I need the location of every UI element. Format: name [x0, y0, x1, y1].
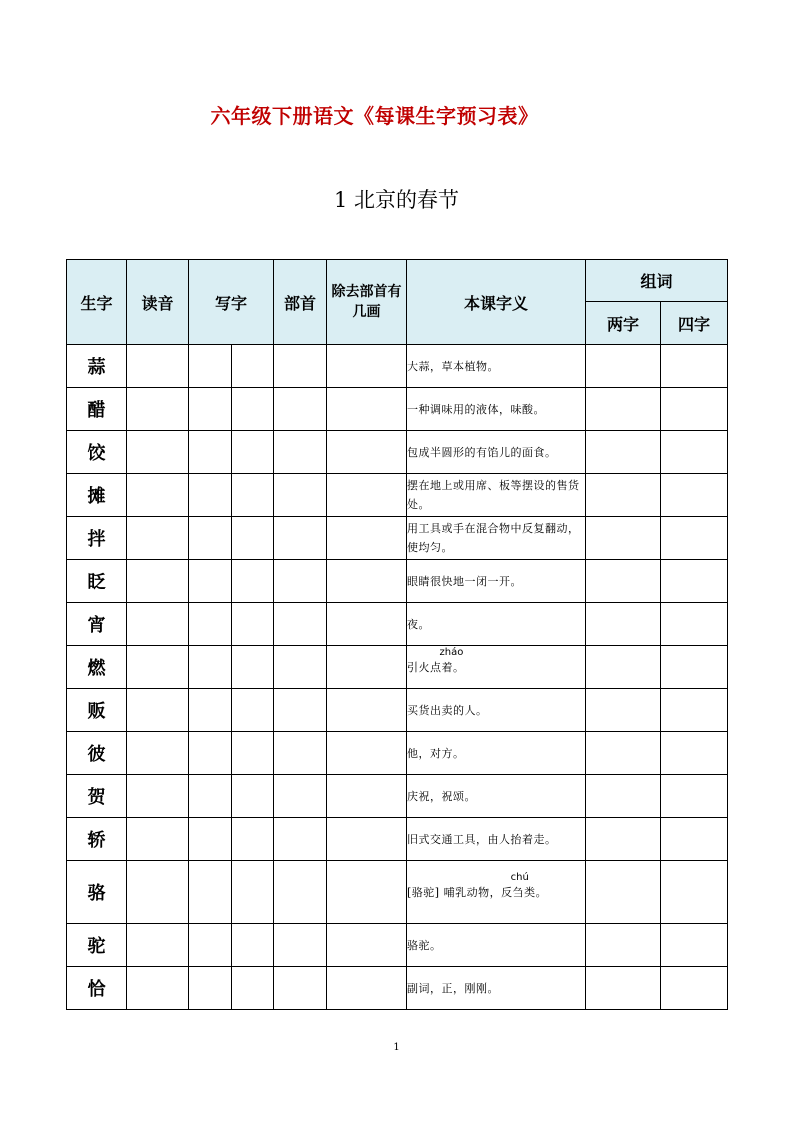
writing-cell-a[interactable] [189, 861, 232, 924]
pronunciation-cell[interactable] [127, 603, 189, 646]
meaning-text: 引火点 [407, 660, 442, 674]
row-char: 骆 [67, 861, 127, 924]
four-char-word-cell[interactable] [661, 474, 728, 517]
two-char-word-cell[interactable] [586, 775, 661, 818]
writing-cell-a[interactable] [189, 431, 232, 474]
row-meaning: 骆驼。 [407, 924, 586, 967]
table-row [67, 474, 728, 517]
strokes-cell[interactable] [327, 967, 407, 1010]
strokes-cell[interactable] [327, 388, 407, 431]
two-char-word-cell[interactable] [586, 560, 661, 603]
two-char-word-cell[interactable] [586, 732, 661, 775]
strokes-cell[interactable] [327, 924, 407, 967]
row-meaning: 夜。 [407, 603, 586, 646]
pinyin-text: zháo [439, 646, 464, 658]
row-meaning: 他，对方。 [407, 732, 586, 775]
two-char-word-cell[interactable] [586, 517, 661, 560]
meaning-text: 。 [453, 660, 465, 674]
table-row [67, 818, 728, 861]
pronunciation-cell[interactable] [127, 646, 189, 689]
table-row [67, 603, 728, 646]
header-writing: 写字 [189, 260, 274, 345]
radical-cell[interactable] [274, 646, 327, 689]
table-row [67, 689, 728, 732]
two-char-word-cell[interactable] [586, 345, 661, 388]
pronunciation-cell[interactable] [127, 924, 189, 967]
ruby-annotation [510, 871, 529, 902]
meaning-text: [骆驼] 哺乳动物，反 [407, 885, 513, 899]
strokes-cell[interactable] [327, 603, 407, 646]
radical-cell[interactable] [274, 603, 327, 646]
radical-cell[interactable] [274, 388, 327, 431]
row-char: 醋 [67, 388, 127, 431]
table-row [67, 517, 728, 560]
table-row [67, 388, 728, 431]
four-char-word-cell[interactable] [661, 517, 728, 560]
strokes-cell[interactable] [327, 431, 407, 474]
header-four-char: 四字 [661, 302, 728, 345]
header-words: 组词 [586, 260, 728, 302]
row-char: 宵 [67, 603, 127, 646]
writing-cell-b[interactable] [232, 345, 274, 388]
pronunciation-cell[interactable] [127, 775, 189, 818]
strokes-cell[interactable] [327, 560, 407, 603]
table-row [67, 861, 728, 924]
two-char-word-cell[interactable] [586, 646, 661, 689]
row-char: 燃 [67, 646, 127, 689]
two-char-word-cell[interactable] [586, 474, 661, 517]
row-meaning: 包成半圆形的有馅儿的面食。 [407, 431, 586, 474]
radical-cell[interactable] [274, 967, 327, 1010]
row-meaning: 买货出卖的人。 [407, 689, 586, 732]
four-char-word-cell[interactable] [661, 689, 728, 732]
vocabulary-table [66, 259, 728, 1010]
writing-cell-b[interactable] [232, 689, 274, 732]
row-char: 驼 [67, 924, 127, 967]
four-char-word-cell[interactable] [661, 431, 728, 474]
row-meaning: 副词，正，刚刚。 [407, 967, 586, 1010]
table-row [67, 646, 728, 689]
writing-cell-b[interactable] [232, 775, 274, 818]
four-char-word-cell[interactable] [661, 345, 728, 388]
writing-cell-b[interactable] [232, 474, 274, 517]
writing-cell-b[interactable] [232, 818, 274, 861]
radical-cell[interactable] [274, 474, 327, 517]
strokes-cell[interactable] [327, 775, 407, 818]
pinyin-text: chú [510, 871, 529, 883]
writing-cell-a[interactable] [189, 345, 232, 388]
writing-cell-a[interactable] [189, 603, 232, 646]
row-char: 恰 [67, 967, 127, 1010]
writing-cell-b[interactable] [232, 924, 274, 967]
strokes-cell[interactable] [327, 646, 407, 689]
four-char-word-cell[interactable] [661, 775, 728, 818]
four-char-word-cell[interactable] [661, 388, 728, 431]
header-meaning: 本课字义 [407, 260, 586, 345]
radical-cell[interactable] [274, 775, 327, 818]
row-char: 贺 [67, 775, 127, 818]
table-row [67, 775, 728, 818]
ruby-annotation [439, 646, 464, 677]
strokes-cell[interactable] [327, 861, 407, 924]
writing-cell-a[interactable] [189, 474, 232, 517]
document-title [0, 100, 793, 129]
two-char-word-cell[interactable] [586, 967, 661, 1010]
strokes-cell[interactable] [327, 517, 407, 560]
header-radical: 部首 [274, 260, 327, 345]
ruby-char: 着 [441, 660, 454, 674]
row-meaning: 摆在地上或用席、板等摆设的售货处。 [407, 474, 586, 517]
pronunciation-cell[interactable] [127, 474, 189, 517]
radical-cell[interactable] [274, 431, 327, 474]
row-char: 彼 [67, 732, 127, 775]
two-char-word-cell[interactable] [586, 388, 661, 431]
table-row [67, 345, 728, 388]
writing-cell-b[interactable] [232, 517, 274, 560]
writing-cell-a[interactable] [189, 967, 232, 1010]
header-strokes: 除去部首有几画 [327, 260, 407, 345]
two-char-word-cell[interactable] [586, 603, 661, 646]
writing-cell-a[interactable] [189, 689, 232, 732]
four-char-word-cell[interactable] [661, 603, 728, 646]
row-char: 蒜 [67, 345, 127, 388]
lesson-title: 1 北京的春节 [333, 188, 460, 212]
table-row [67, 560, 728, 603]
radical-cell[interactable] [274, 517, 327, 560]
row-char: 摊 [67, 474, 127, 517]
pronunciation-cell[interactable] [127, 861, 189, 924]
writing-cell-b[interactable] [232, 431, 274, 474]
row-meaning: 用工具或手在混合物中反复翻动，使均匀。 [407, 517, 586, 560]
radical-cell[interactable] [274, 924, 327, 967]
writing-cell-b[interactable] [232, 560, 274, 603]
row-char: 贩 [67, 689, 127, 732]
pronunciation-cell[interactable] [127, 345, 189, 388]
row-meaning: 一种调味用的液体，味酸。 [407, 388, 586, 431]
page-number: 1 [393, 1042, 400, 1053]
table-row [67, 732, 728, 775]
table-row [67, 431, 728, 474]
pronunciation-cell[interactable] [127, 689, 189, 732]
pronunciation-cell[interactable] [127, 732, 189, 775]
writing-cell-a[interactable] [189, 560, 232, 603]
pronunciation-cell[interactable] [127, 388, 189, 431]
writing-cell-b[interactable] [232, 646, 274, 689]
four-char-word-cell[interactable] [661, 967, 728, 1010]
two-char-word-cell[interactable] [586, 689, 661, 732]
two-char-word-cell[interactable] [586, 924, 661, 967]
writing-cell-a[interactable] [189, 775, 232, 818]
table-row [67, 924, 728, 967]
row-meaning [407, 646, 586, 689]
writing-cell-a[interactable] [189, 924, 232, 967]
two-char-word-cell[interactable] [586, 431, 661, 474]
header-char: 生字 [67, 260, 127, 345]
strokes-cell[interactable] [327, 474, 407, 517]
pronunciation-cell[interactable] [127, 517, 189, 560]
two-char-word-cell[interactable] [586, 818, 661, 861]
row-meaning: 旧式交通工具，由人抬着走。 [407, 818, 586, 861]
radical-cell[interactable] [274, 689, 327, 732]
row-char: 眨 [67, 560, 127, 603]
row-meaning: 大蒜，草本植物。 [407, 345, 586, 388]
header-two-char: 两字 [586, 302, 661, 345]
four-char-word-cell[interactable] [661, 924, 728, 967]
ruby-char: 刍 [512, 885, 525, 899]
strokes-cell[interactable] [327, 345, 407, 388]
writing-cell-a[interactable] [189, 732, 232, 775]
writing-cell-b[interactable] [232, 603, 274, 646]
four-char-word-cell[interactable] [661, 560, 728, 603]
row-char: 轿 [67, 818, 127, 861]
writing-cell-a[interactable] [189, 646, 232, 689]
radical-cell[interactable] [274, 560, 327, 603]
writing-cell-a[interactable] [189, 517, 232, 560]
writing-cell-a[interactable] [189, 388, 232, 431]
row-char: 拌 [67, 517, 127, 560]
row-char: 饺 [67, 431, 127, 474]
radical-cell[interactable] [274, 818, 327, 861]
radical-cell[interactable] [274, 345, 327, 388]
row-meaning [407, 861, 586, 924]
four-char-word-cell[interactable] [661, 646, 728, 689]
document-title-text: 六年级下册语文《每课生字预习表》 [210, 104, 539, 128]
writing-cell-b[interactable] [232, 388, 274, 431]
table-body [67, 345, 728, 1010]
strokes-cell[interactable] [327, 732, 407, 775]
pronunciation-cell[interactable] [127, 967, 189, 1010]
writing-cell-b[interactable] [232, 732, 274, 775]
strokes-cell[interactable] [327, 689, 407, 732]
row-meaning: 庆祝，祝颂。 [407, 775, 586, 818]
two-char-word-cell[interactable] [586, 861, 661, 924]
four-char-word-cell[interactable] [661, 732, 728, 775]
row-meaning: 眼睛很快地一闭一开。 [407, 560, 586, 603]
four-char-word-cell[interactable] [661, 861, 728, 924]
writing-cell-b[interactable] [232, 861, 274, 924]
writing-cell-b[interactable] [232, 967, 274, 1010]
strokes-cell[interactable] [327, 818, 407, 861]
four-char-word-cell[interactable] [661, 818, 728, 861]
meaning-text: 类。 [524, 885, 548, 899]
header-pronunciation: 读音 [127, 260, 189, 345]
radical-cell[interactable] [274, 732, 327, 775]
radical-cell[interactable] [274, 861, 327, 924]
table-row [67, 967, 728, 1010]
pronunciation-cell[interactable] [127, 431, 189, 474]
pronunciation-cell[interactable] [127, 560, 189, 603]
writing-cell-a[interactable] [189, 818, 232, 861]
pronunciation-cell[interactable] [127, 818, 189, 861]
